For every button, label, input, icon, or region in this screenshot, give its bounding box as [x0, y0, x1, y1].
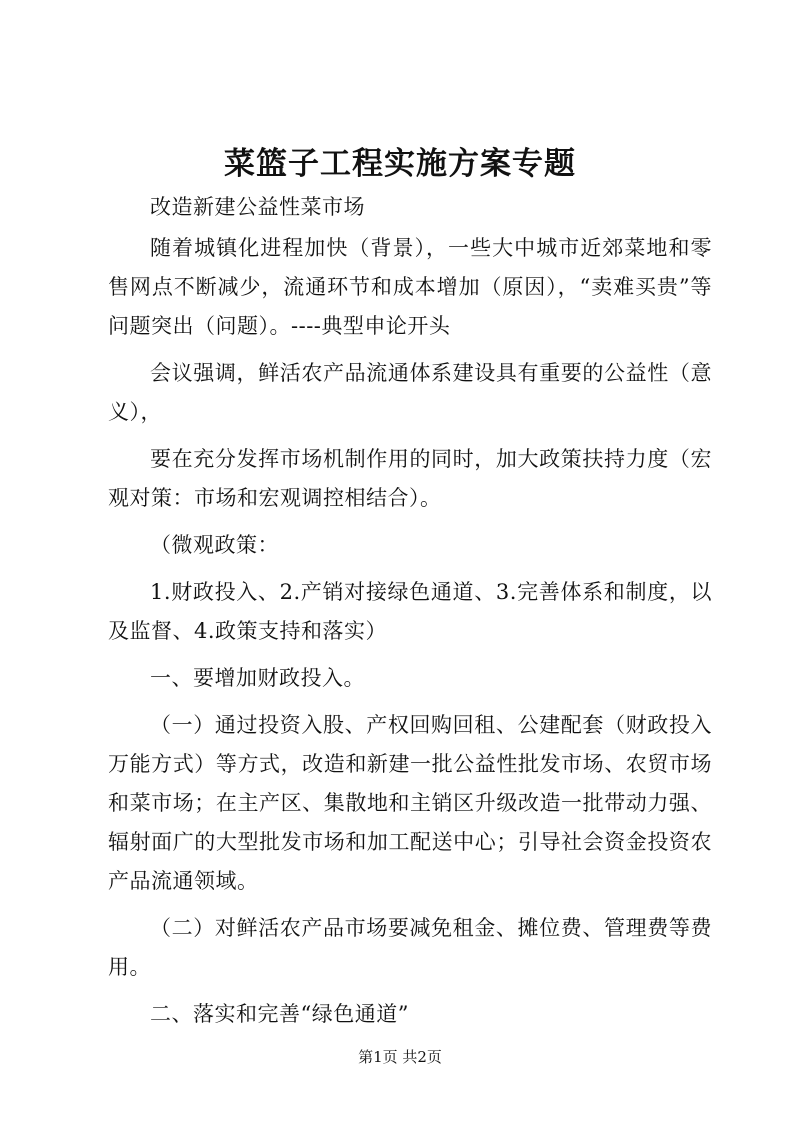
paragraph-subtitle: 改造新建公益性菜市场	[150, 195, 365, 219]
paragraph-micro-policy: （微观政策：	[150, 533, 279, 557]
paragraph-policy-list: 1.财政投入、2.产销对接绿色通道、3.完善体系和制度，以及监督、4.政策支持和落实）	[108, 580, 712, 643]
paragraph-policy: 要在充分发挥市场机制作用的同时，加大政策扶持力度（宏观对策：市场和宏观调控相结合）。	[108, 447, 712, 510]
page-footer: 第1页 共2页	[358, 1048, 442, 1066]
document-body	[108, 188, 712, 1042]
paragraph-meeting: 会议强调，鲜活农产品流通体系建设具有重要的公益性（意义），	[108, 361, 712, 424]
paragraph-section-1-item-2: （二）对鲜活农产品市场要减免租金、摊位费、管理费等费用。	[108, 916, 712, 979]
section-heading-2: 二、落实和完善“绿色通道”	[150, 1002, 409, 1026]
section-heading-1: 一、要增加财政投入。	[150, 666, 365, 690]
paragraph-background: 随着城镇化进程加快（背景），一些大中城市近郊菜地和零售网点不断减少，流通环节和成本增加（原因），“卖难买贵”等问题突出（问题）。----典型申论开头	[108, 236, 712, 338]
paragraph-section-1-item-1: （一）通过投资入股、产权回购回租、公建配套（财政投入万能方式）等方式，改造和新建一批公益性批发市场、农贸市场和菜市场；在主产区、集散地和主销区升级改造一批带动力强、辐射面广的大型批发市场和加工配送中心；引导社会资金投资农产品流通领域。	[108, 713, 712, 893]
document-title: 菜篮子工程实施方案专题	[224, 146, 576, 182]
